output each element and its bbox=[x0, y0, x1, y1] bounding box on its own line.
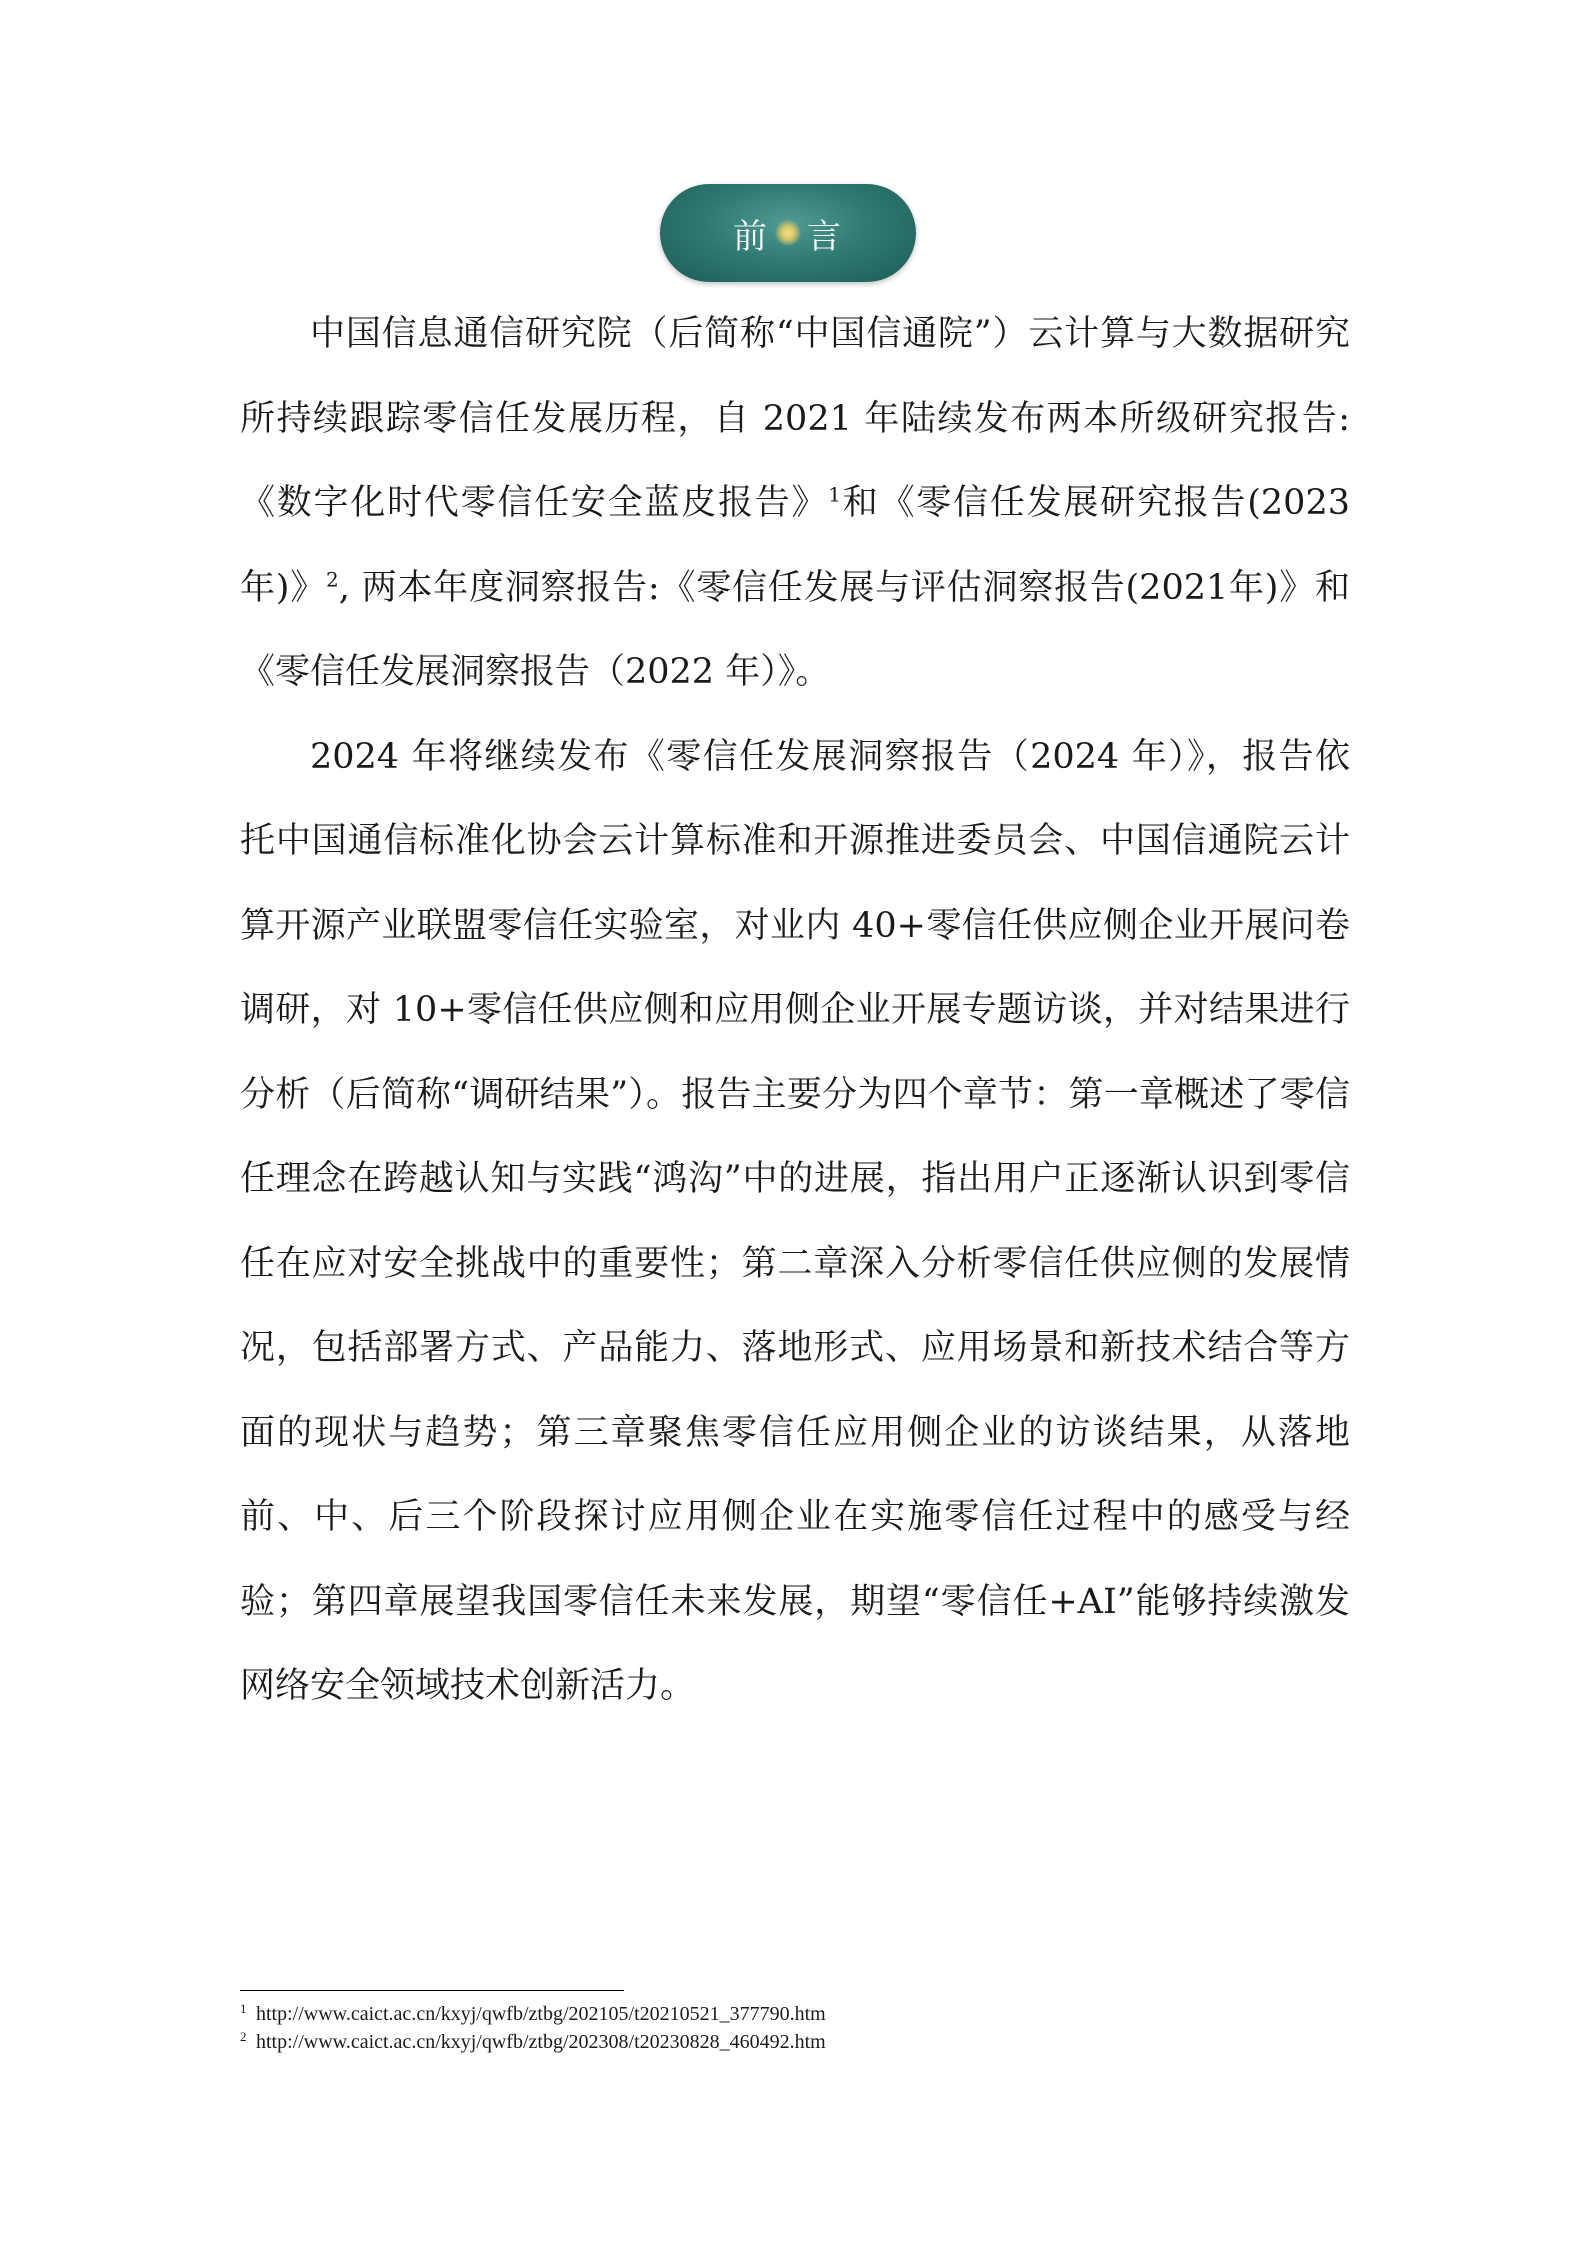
paragraph-1-part-1: 中国信息通信研究院（后简称“中国信通院”）云计算与大数据研究所持续跟踪零信任发展历程，自 2021 年陆续发布两本所级研究报告:《数字化时代零信任安全蓝皮报告》 bbox=[240, 314, 1350, 523]
footnote-1-number: 1 bbox=[240, 2001, 247, 2016]
paragraph-2: 2024 年将继续发布《零信任发展洞察报告（2024 年）》，报告依托中国通信标准化协会云计算标准和开源推进委员会、中国信通院云计算开源产业联盟零信任实验室，对业内 40+零信任供应侧企业开展问卷调研，对 10+零信任供应侧和应用侧企业开展专题访谈，并对结果进行分析（后简称“调研结果”）。报告主要分为四个章节：第一章概述了零信任理念在跨越认知与实践“鸿沟”中的进展，指出用户正逐渐认识到零信任在应对安全挑战中的重要性；第二章深入分析零信任供应侧的发展情况，包括部署方式、产品能力、落地形式、应用场景和新技术结合等方面的现状与趋势；第三章聚焦零信任应用侧企业的访谈结果，从落地前、中、后三个阶段探讨应用侧企业在实施零信任过程中的感受与经验；第四章展望我国零信任未来发展，期望“零信任+AI”能够持续激发网络安全领域技术创新活力。 bbox=[240, 736, 1350, 1706]
paragraph-1-part-2: 和《零信任发展研究报告(2023年)》 bbox=[240, 483, 1350, 608]
footnote-ref-1: 1 bbox=[828, 482, 842, 507]
paragraph-1 bbox=[240, 292, 1350, 715]
section-title bbox=[733, 209, 843, 258]
footnote-2-number: 2 bbox=[240, 2029, 247, 2044]
footnote-1 bbox=[240, 2000, 1340, 2028]
footnote-2 bbox=[240, 2028, 1340, 2056]
title-glow-dot-icon bbox=[775, 220, 801, 246]
footnote-1-url: http://www.caict.ac.cn/kxyj/qwfb/ztbg/202105/t20210521_377790.htm bbox=[256, 2003, 826, 2025]
footnote-ref-2: 2 bbox=[325, 566, 339, 591]
footnote-2-url: http://www.caict.ac.cn/kxyj/qwfb/ztbg/202308/t20230828_460492.htm bbox=[256, 2031, 826, 2053]
footnotes bbox=[240, 2000, 1340, 2056]
paragraph-1-part-3: , 两本年度洞察报告:《零信任发展与评估洞察报告(2021年)》和《零信任发展洞察报告（2022 年）》。 bbox=[240, 567, 1351, 692]
section-title-left-char: 前 bbox=[733, 216, 769, 257]
section-title-badge bbox=[660, 184, 916, 282]
section-title-right-char: 言 bbox=[807, 216, 843, 257]
footnote-divider bbox=[240, 1990, 624, 1991]
body-text bbox=[240, 292, 1350, 1729]
